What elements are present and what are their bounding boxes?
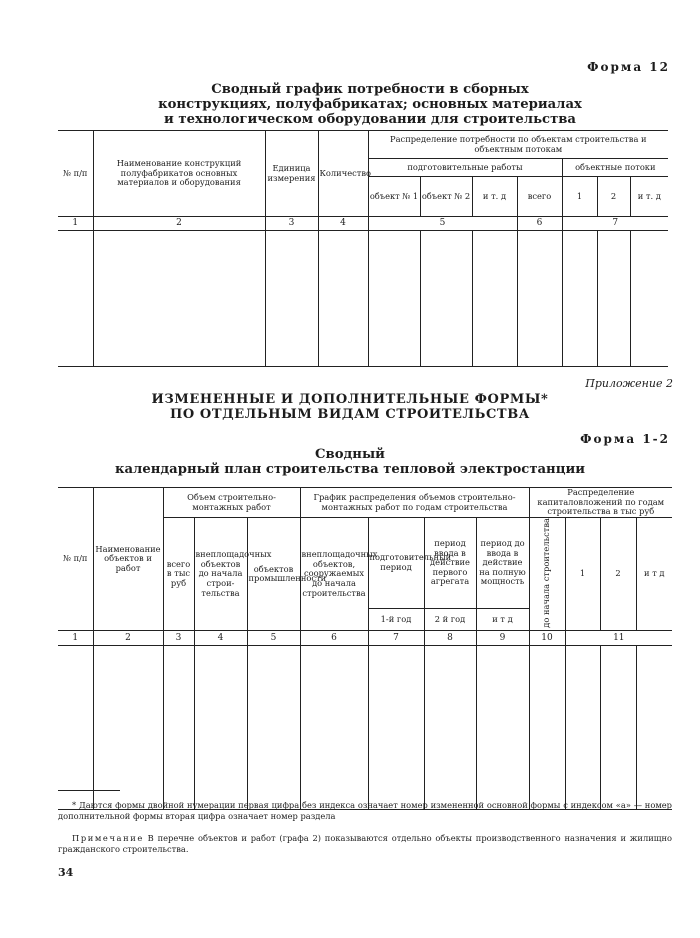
note-label: Примечание: [72, 833, 144, 843]
column-number: 7: [562, 217, 668, 231]
column-number: 11: [565, 631, 672, 646]
header-schedule-offsite: внеплощадочных объектов, сооружаемых до начала строительства: [300, 518, 368, 631]
header-prep-period: подготовительный период: [368, 518, 424, 609]
column-number: 10: [529, 631, 565, 646]
header-first-unit-period: период ввода в действие первого агрегата: [424, 518, 476, 609]
note: [58, 833, 672, 854]
header-volume: Объем строительно-монтажных работ: [163, 488, 300, 518]
header-offsite-objects: [194, 518, 272, 631]
header-before-start-text: до начала строительства: [541, 518, 552, 628]
header-name: Наименование объектов и работ: [93, 488, 163, 631]
appendix-heading: [90, 392, 610, 422]
header-capital-etc: и т д: [636, 518, 672, 631]
note-text: В перечне объектов и работ (графа 2) показываются отдельно объекты производственного назначения и жилищно гражданского строительства.: [58, 833, 672, 854]
column-number: 6: [517, 217, 562, 231]
header-object-2: объект № 2: [420, 177, 472, 217]
column-number: 1: [58, 217, 93, 231]
header-line: внеплощадочных: [195, 549, 272, 560]
header-object-1: объект № 1: [368, 177, 420, 217]
header-year-2: 2 й год: [424, 609, 476, 631]
column-number: 1: [58, 631, 93, 646]
header-name: Наименование конструкций полуфабрикатов основных материалов и оборудования: [93, 131, 265, 217]
header-prep-works: подготовительные работы: [368, 159, 562, 177]
header-stream-2: 2: [597, 177, 630, 217]
header-capital-2: 2: [600, 518, 636, 631]
header-quantity: Количество: [318, 131, 368, 217]
column-number: 2: [93, 217, 265, 231]
heading-line: ИЗМЕНЕННЫЕ И ДОПОЛНИТЕЛЬНЫЕ ФОРМЫ*: [151, 392, 549, 407]
header-capital-1: 1: [565, 518, 600, 631]
header-schedule: График распределения объемов строительно-монтажных работ по годам строительства: [300, 488, 529, 518]
column-number: 2: [93, 631, 163, 646]
table-row: [58, 231, 668, 367]
column-number: 6: [300, 631, 368, 646]
form-number-label: Форма 1-2: [580, 432, 670, 446]
form-number-label: Форма 12: [587, 60, 670, 74]
page-title: [120, 82, 620, 127]
footnote-divider: [58, 790, 120, 791]
header-distribution: Распределение потребности по объектам строительства и объектным потокам: [368, 131, 668, 159]
header-total: всего: [517, 177, 562, 217]
header-volume-total: всего в тыс руб: [163, 518, 194, 631]
header-year-1: 1-й год: [368, 609, 424, 631]
title-line: Сводный график потребности в сборных: [211, 82, 529, 97]
header-full-power-period: период до ввода в действие на полную мощность: [476, 518, 529, 609]
header-year-etc: и т д: [476, 609, 529, 631]
column-number: 4: [194, 631, 247, 646]
header-stream-1: 1: [562, 177, 597, 217]
footnote: * Даются формы двойной нумерации первая цифра без индекса означает номер измененной основной формы с индексом «а» — номер дополнительной формы вторая цифра означает номер раздела: [58, 800, 672, 821]
column-number: 5: [247, 631, 300, 646]
title-line: Сводный: [315, 447, 385, 462]
section-title: [100, 447, 600, 477]
requirements-schedule-table: [58, 130, 668, 367]
column-number: 8: [424, 631, 476, 646]
header-industrial-objects: объектов промышленности: [247, 518, 300, 631]
column-number: 3: [163, 631, 194, 646]
table-row: [58, 646, 672, 810]
heading-line: ПО ОТДЕЛЬНЫМ ВИДАМ СТРОИТЕЛЬСТВА: [170, 407, 530, 422]
header-line: объектов: [200, 558, 241, 569]
column-number: 4: [318, 217, 368, 231]
header-object-streams: объектные потоки: [562, 159, 668, 177]
header-line: строи-: [206, 577, 235, 588]
title-line: календарный план строительства тепловой электростанции: [114, 462, 586, 477]
title-line: и технологическом оборудовании для строительства: [164, 112, 576, 127]
column-number: 5: [368, 217, 517, 231]
construction-calendar-table: [58, 487, 672, 810]
header-stream-etc: и т. д: [630, 177, 668, 217]
header-etc: и т. д: [472, 177, 517, 217]
column-number: 9: [476, 631, 529, 646]
header-capital: Распределение капиталовложений по годам строительства в тыс руб: [529, 488, 672, 518]
header-number: № п/п: [58, 131, 93, 217]
header-line: до начала: [198, 568, 243, 579]
title-line: конструкциях, полуфабрикатах; основных материалах: [158, 97, 582, 112]
header-unit: Единица измерения: [265, 131, 318, 217]
column-number: 7: [368, 631, 424, 646]
column-number: 3: [265, 217, 318, 231]
page-number: 34: [58, 866, 74, 879]
header-line: тельства: [201, 587, 240, 598]
header-before-start: [529, 518, 565, 631]
header-number: № п/п: [58, 488, 93, 631]
appendix-label: Приложение 2: [585, 377, 673, 390]
